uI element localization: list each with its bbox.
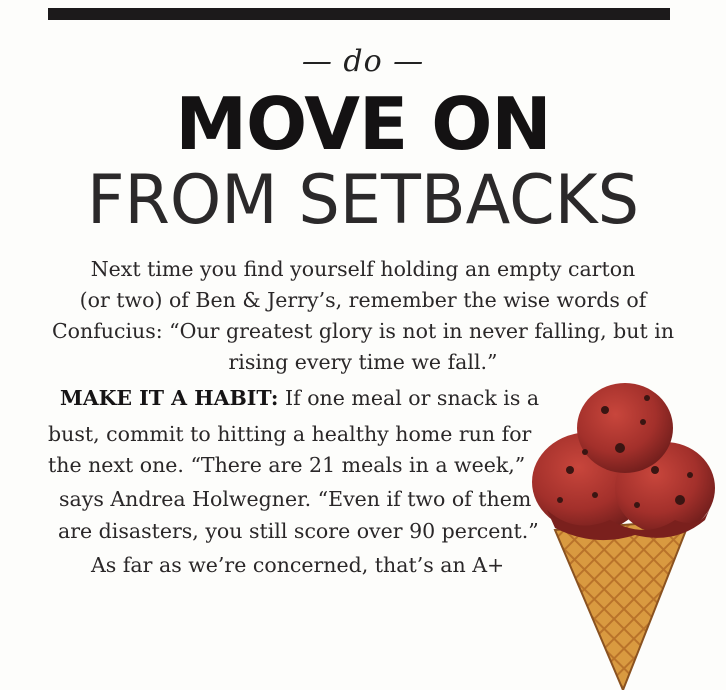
habit-line: As far as we’re concerned, that’s an A+: [91, 553, 505, 577]
habit-line-text: If one meal or snack is a: [278, 386, 540, 410]
waffle-cone: [555, 520, 690, 690]
habit-line: are disasters, you still score over 90 percent.”: [58, 519, 539, 543]
intro-line: Confucius: “Our greatest glory is not in never falling, but in: [51, 319, 675, 343]
habit-line: bust, commit to hitting a healthy home run for: [48, 422, 532, 446]
headline-bold: MOVE ON: [175, 82, 551, 166]
habit-line: says Andrea Holwegner. “Even if two of them: [59, 487, 532, 511]
intro-line: Next time you find yourself holding an empty carton: [90, 257, 636, 281]
headline-light: FROM SETBACKS: [86, 161, 640, 240]
habit-line: the next one. “There are 21 meals in a week,”: [48, 453, 526, 477]
habit-line: [60, 383, 539, 414]
intro-line: (or two) of Ben & Jerry’s, remember the wise words of: [79, 288, 647, 312]
habit-lead: MAKE IT A HABIT:: [60, 386, 279, 410]
ice-cream-scoops: [532, 383, 715, 540]
intro-line: rising every time we fall.”: [228, 350, 498, 374]
top-rule: [48, 8, 670, 20]
section-kicker: — do —: [301, 44, 425, 79]
ice-cream-cone-illustration: [525, 370, 725, 690]
